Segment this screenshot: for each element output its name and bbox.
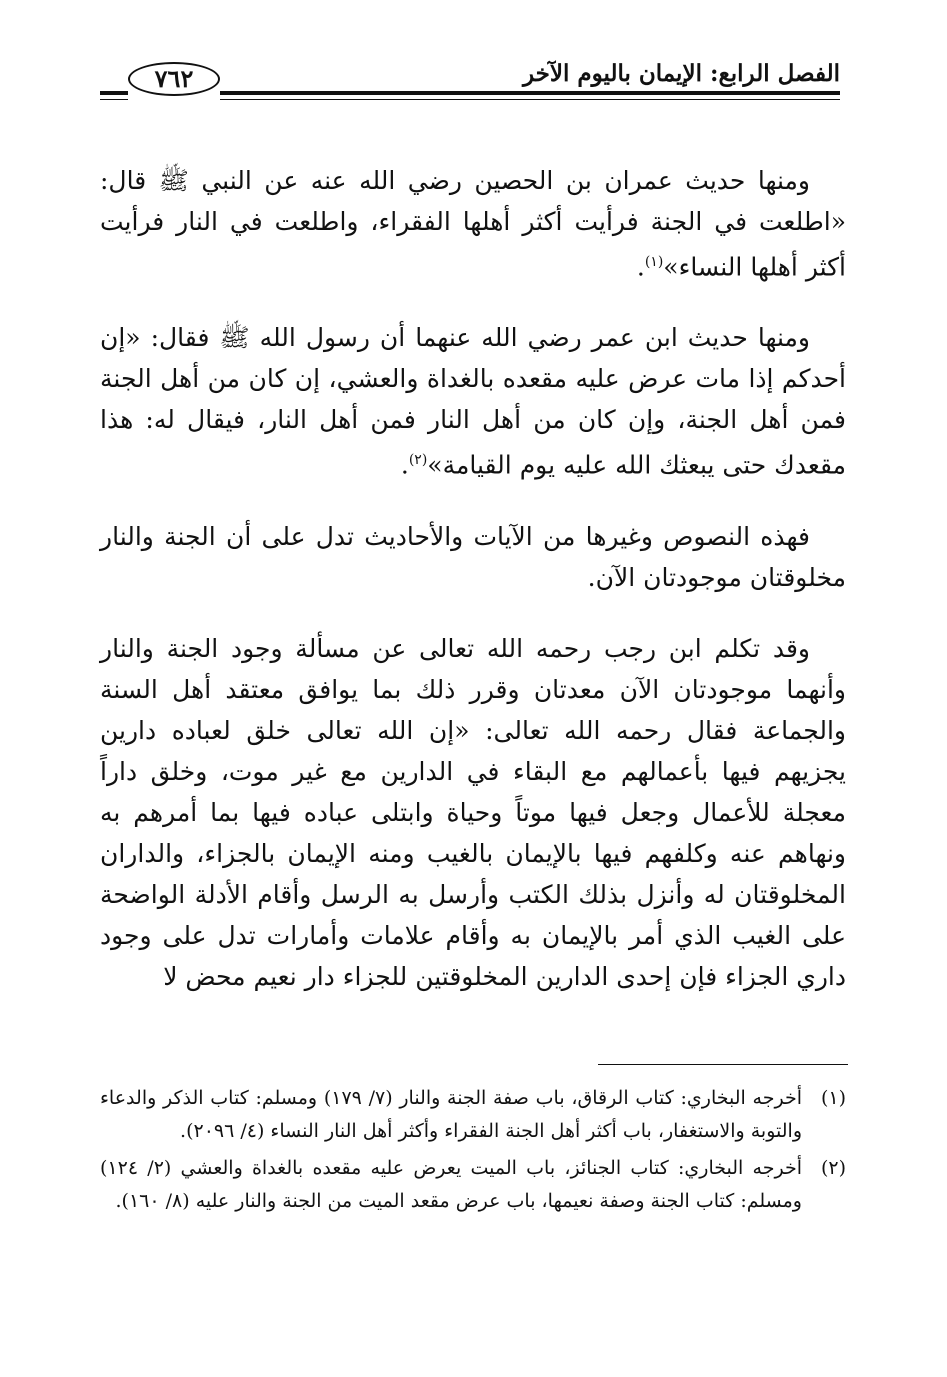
paragraph-end: .: [636, 252, 645, 282]
paragraph-text: فهذه النصوص وغيرها من الآيات والأحاديث تدل على أن الجنة والنار مخلوقتان موجودتان الآن.: [100, 521, 846, 592]
paragraph-end: .: [400, 450, 409, 480]
footnote-text: أخرجه البخاري: كتاب الجنائز، باب الميت يعرض عليه مقعده بالغداة والعشي (٢/ ١٢٤) ومسلم: كتاب الجنة وصفة نعيمها، باب عرض مقعد الميت من الجنة والنار عليه (٨/ ١٦٠).: [100, 1157, 802, 1212]
paragraph-1: [100, 160, 846, 287]
paragraph-text: ومنها حديث عمران بن الحصين رضي الله عنه عن النبي ﷺ قال: «اطلعت في الجنة فرأيت أكثر أهلها الفقراء، واطلعت في النار فرأيت أكثر أهلها النساء»: [100, 166, 846, 282]
paragraph-text: وقد تكلم ابن رجب رحمه الله تعالى عن مسألة وجود الجنة والنار وأنهما موجودتان الآن معدتان وقرر ذلك بما يوافق معتقد أهل السنة والجماعة فقال رحمه الله تعالى: «إن الله تعالى خلق لعباده دارين يجزيهم فيها بأعمالهم مع البقاء في الدارين مع غير موت، وخلق داراً معجلة للأعمال وجعل فيها موتاً وحياة وابتلى عباده فيها بما أمرهم به ونهاهم عنه وكلفهم فيها بالإيمان بالغيب ومنه الإيمان بالجزاء، والداران المخلوقتان له وأنزل بذلك الكتب وأرسل به الرسل وأقام الأدلة الواضحة على الغيب الذي أمر بالإيمان به وأقام علامات وأمارات تدل على وجود داري الجزاء فإن إحدى الدارين المخلوقتين للجزاء دار نعيم محض لا: [100, 633, 846, 991]
header-rule-left-thin: [100, 99, 128, 100]
header-rule-left: [100, 91, 128, 95]
paragraph-2: [100, 317, 846, 485]
page-number: ٧٦٢: [128, 62, 220, 96]
paragraph-text: ومنها حديث ابن عمر رضي الله عنهما أن رسول الله ﷺ فقال: «إن أحدكم إذا مات عرض عليه مقعده بالغداة والعشي، إن كان من أهل الجنة فمن أهل الجنة، وإن كان من أهل النار فمن أهل النار، فيقال له: هذا مقعدك حتى يبعثك الله عليه يوم القيامة»: [100, 323, 846, 480]
main-text: [100, 160, 846, 1027]
header-rule-thin: [220, 99, 840, 100]
footnote-number: (١): [820, 1087, 846, 1109]
page-header: [100, 60, 840, 110]
footnote-ref-1: (١): [644, 254, 664, 270]
footnotes: [100, 1082, 846, 1222]
footnote-ref-2: (٢): [408, 452, 428, 469]
paragraph-4: [100, 628, 846, 997]
footnote-text: أخرجه البخاري: كتاب الرقاق، باب صفة الجنة والنار (٧/ ١٧٩) ومسلم: كتاب الذكر والدعاء والتوبة والاستغفار، باب أكثر أهل الجنة الفقراء وأكثر أهل النار النساء (٤/ ٢٠٩٦).: [100, 1087, 802, 1142]
footnote-1: [100, 1082, 846, 1148]
footnote-2: [100, 1152, 846, 1218]
running-title: الفصل الرابع: الإيمان باليوم الآخر: [522, 60, 840, 87]
paragraph-3: [100, 516, 846, 598]
footnote-separator: [598, 1064, 848, 1065]
header-rule-thick: [220, 91, 840, 95]
footnote-number: (٢): [820, 1157, 846, 1179]
